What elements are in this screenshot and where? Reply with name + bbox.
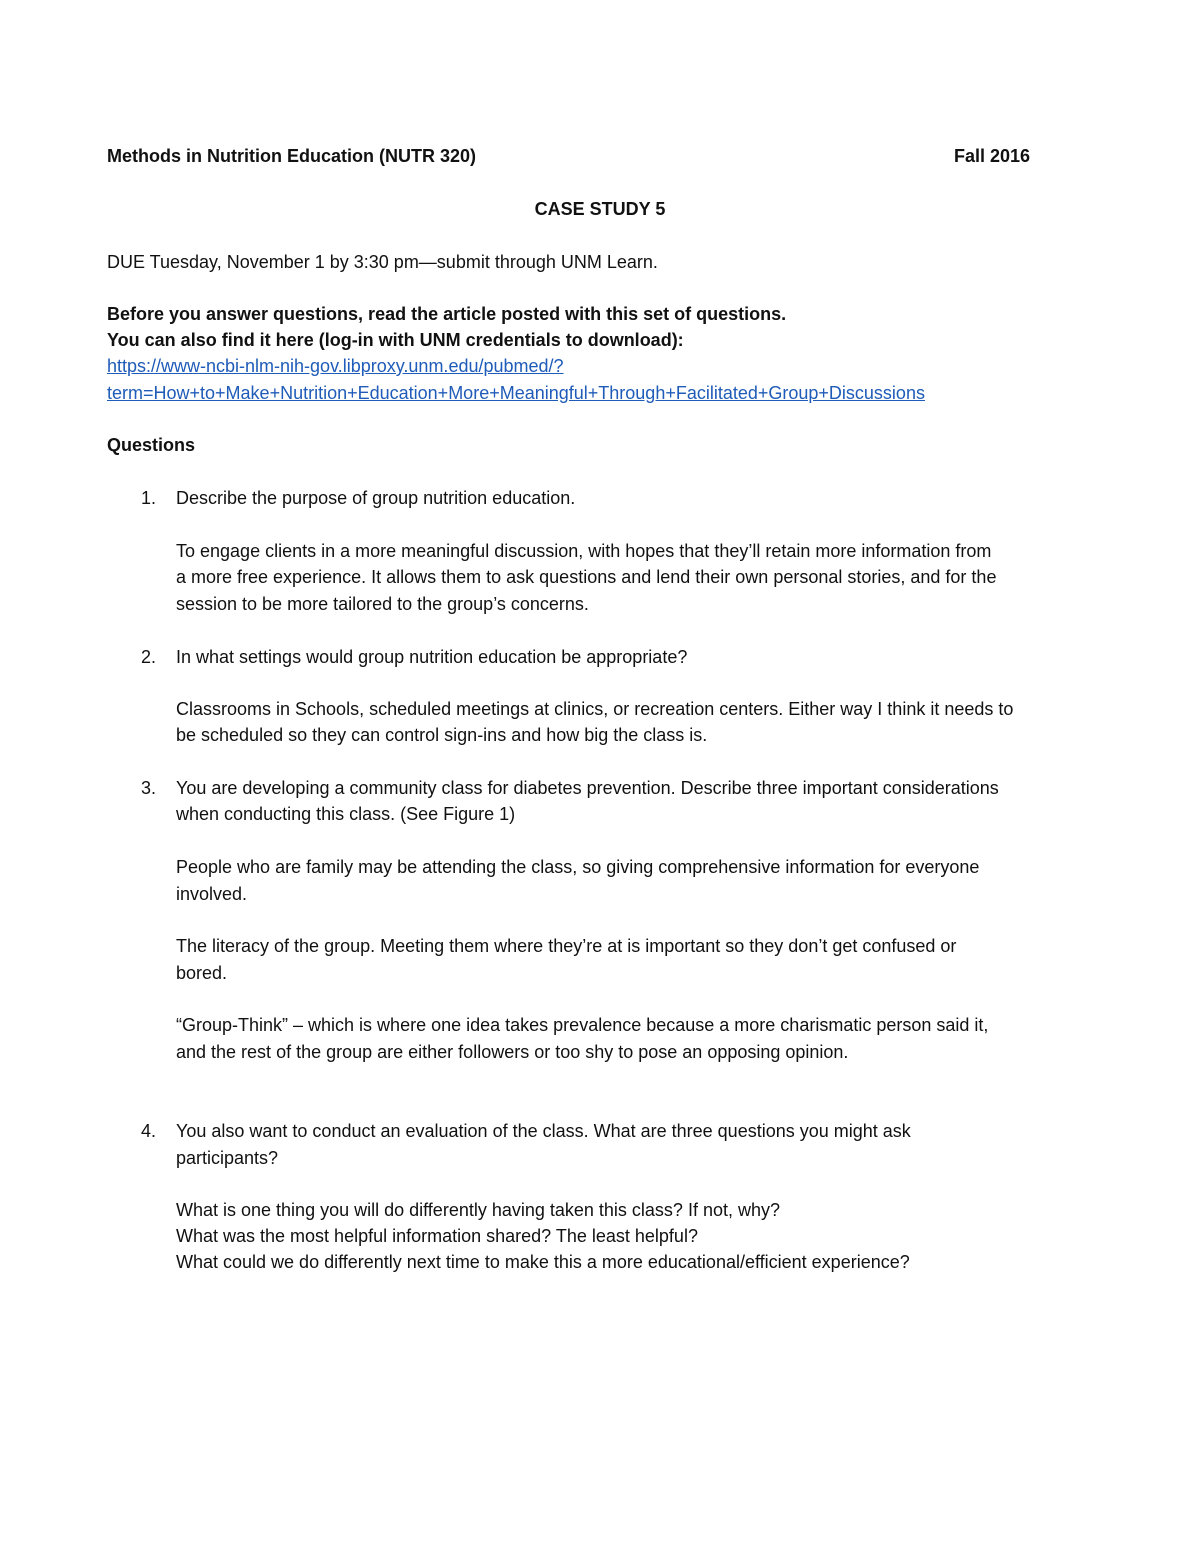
answer-text: session to be more tailored to the group’s concerns.	[176, 594, 589, 614]
question-number: 3.	[141, 778, 157, 798]
answer-text: Classrooms in Schools, scheduled meetings at clinics, or recreation centers. Either way I think it needs to	[176, 699, 1014, 719]
answer-text: be scheduled so they can control sign-ins and how big the class is.	[176, 725, 708, 745]
answer-text: bored.	[176, 963, 228, 983]
term-label: Fall 2016	[954, 146, 1031, 166]
answer-text: and the rest of the group are either followers or too shy to pose an opposing opinion.	[176, 1042, 849, 1062]
answer-text: What could we do differently next time to make this a more educational/efficient experience?	[176, 1252, 910, 1272]
answer-text: involved.	[176, 884, 248, 904]
questions-heading: Questions	[107, 435, 196, 455]
question-number: 2.	[141, 647, 157, 667]
answer-text: “Group-Think” – which is where one idea takes prevalence because a more charismatic person said it,	[176, 1015, 989, 1035]
question-text: You also want to conduct an evaluation of the class. What are three questions you might ask	[176, 1121, 911, 1141]
question-text: You are developing a community class for diabetes prevention. Describe three important considerations	[176, 778, 999, 798]
article-link-part-2[interactable]: term=How+to+Make+Nutrition+Education+More+Meaningful+Through+Facilitated+Group+Discussions	[107, 383, 925, 403]
question-number: 1.	[141, 488, 157, 508]
answer-text: What was the most helpful information shared? The least helpful?	[176, 1226, 698, 1246]
answer-text: To engage clients in a more meaningful discussion, with hopes that they’ll retain more information from	[176, 541, 992, 561]
answer-text: a more free experience. It allows them to ask questions and lend their own personal stories, and for the	[176, 567, 997, 587]
document-title: CASE STUDY 5	[534, 199, 666, 219]
article-link-part-1[interactable]: https://www-ncbi-nlm-nih-gov.libproxy.unm.edu/pubmed/?	[107, 356, 564, 376]
question-text: In what settings would group nutrition education be appropriate?	[176, 647, 688, 667]
answer-text: People who are family may be attending the class, so giving comprehensive information for everyone	[176, 857, 980, 877]
question-text: participants?	[176, 1148, 279, 1168]
due-date-line: DUE Tuesday, November 1 by 3:30 pm—submit through UNM Learn.	[107, 252, 658, 272]
question-text: when conducting this class. (See Figure 1)	[176, 804, 516, 824]
answer-text: What is one thing you will do differently having taken this class? If not, why?	[176, 1200, 780, 1220]
question-number: 4.	[141, 1121, 157, 1141]
question-text: Describe the purpose of group nutrition education.	[176, 488, 576, 508]
course-title: Methods in Nutrition Education (NUTR 320)	[107, 146, 476, 166]
answer-text: The literacy of the group. Meeting them where they’re at is important so they don’t get confused or	[176, 936, 957, 956]
instructions-line-2: You can also find it here (log-in with UNM credentials to download):	[107, 330, 684, 350]
instructions-line-1: Before you answer questions, read the article posted with this set of questions.	[107, 304, 787, 324]
